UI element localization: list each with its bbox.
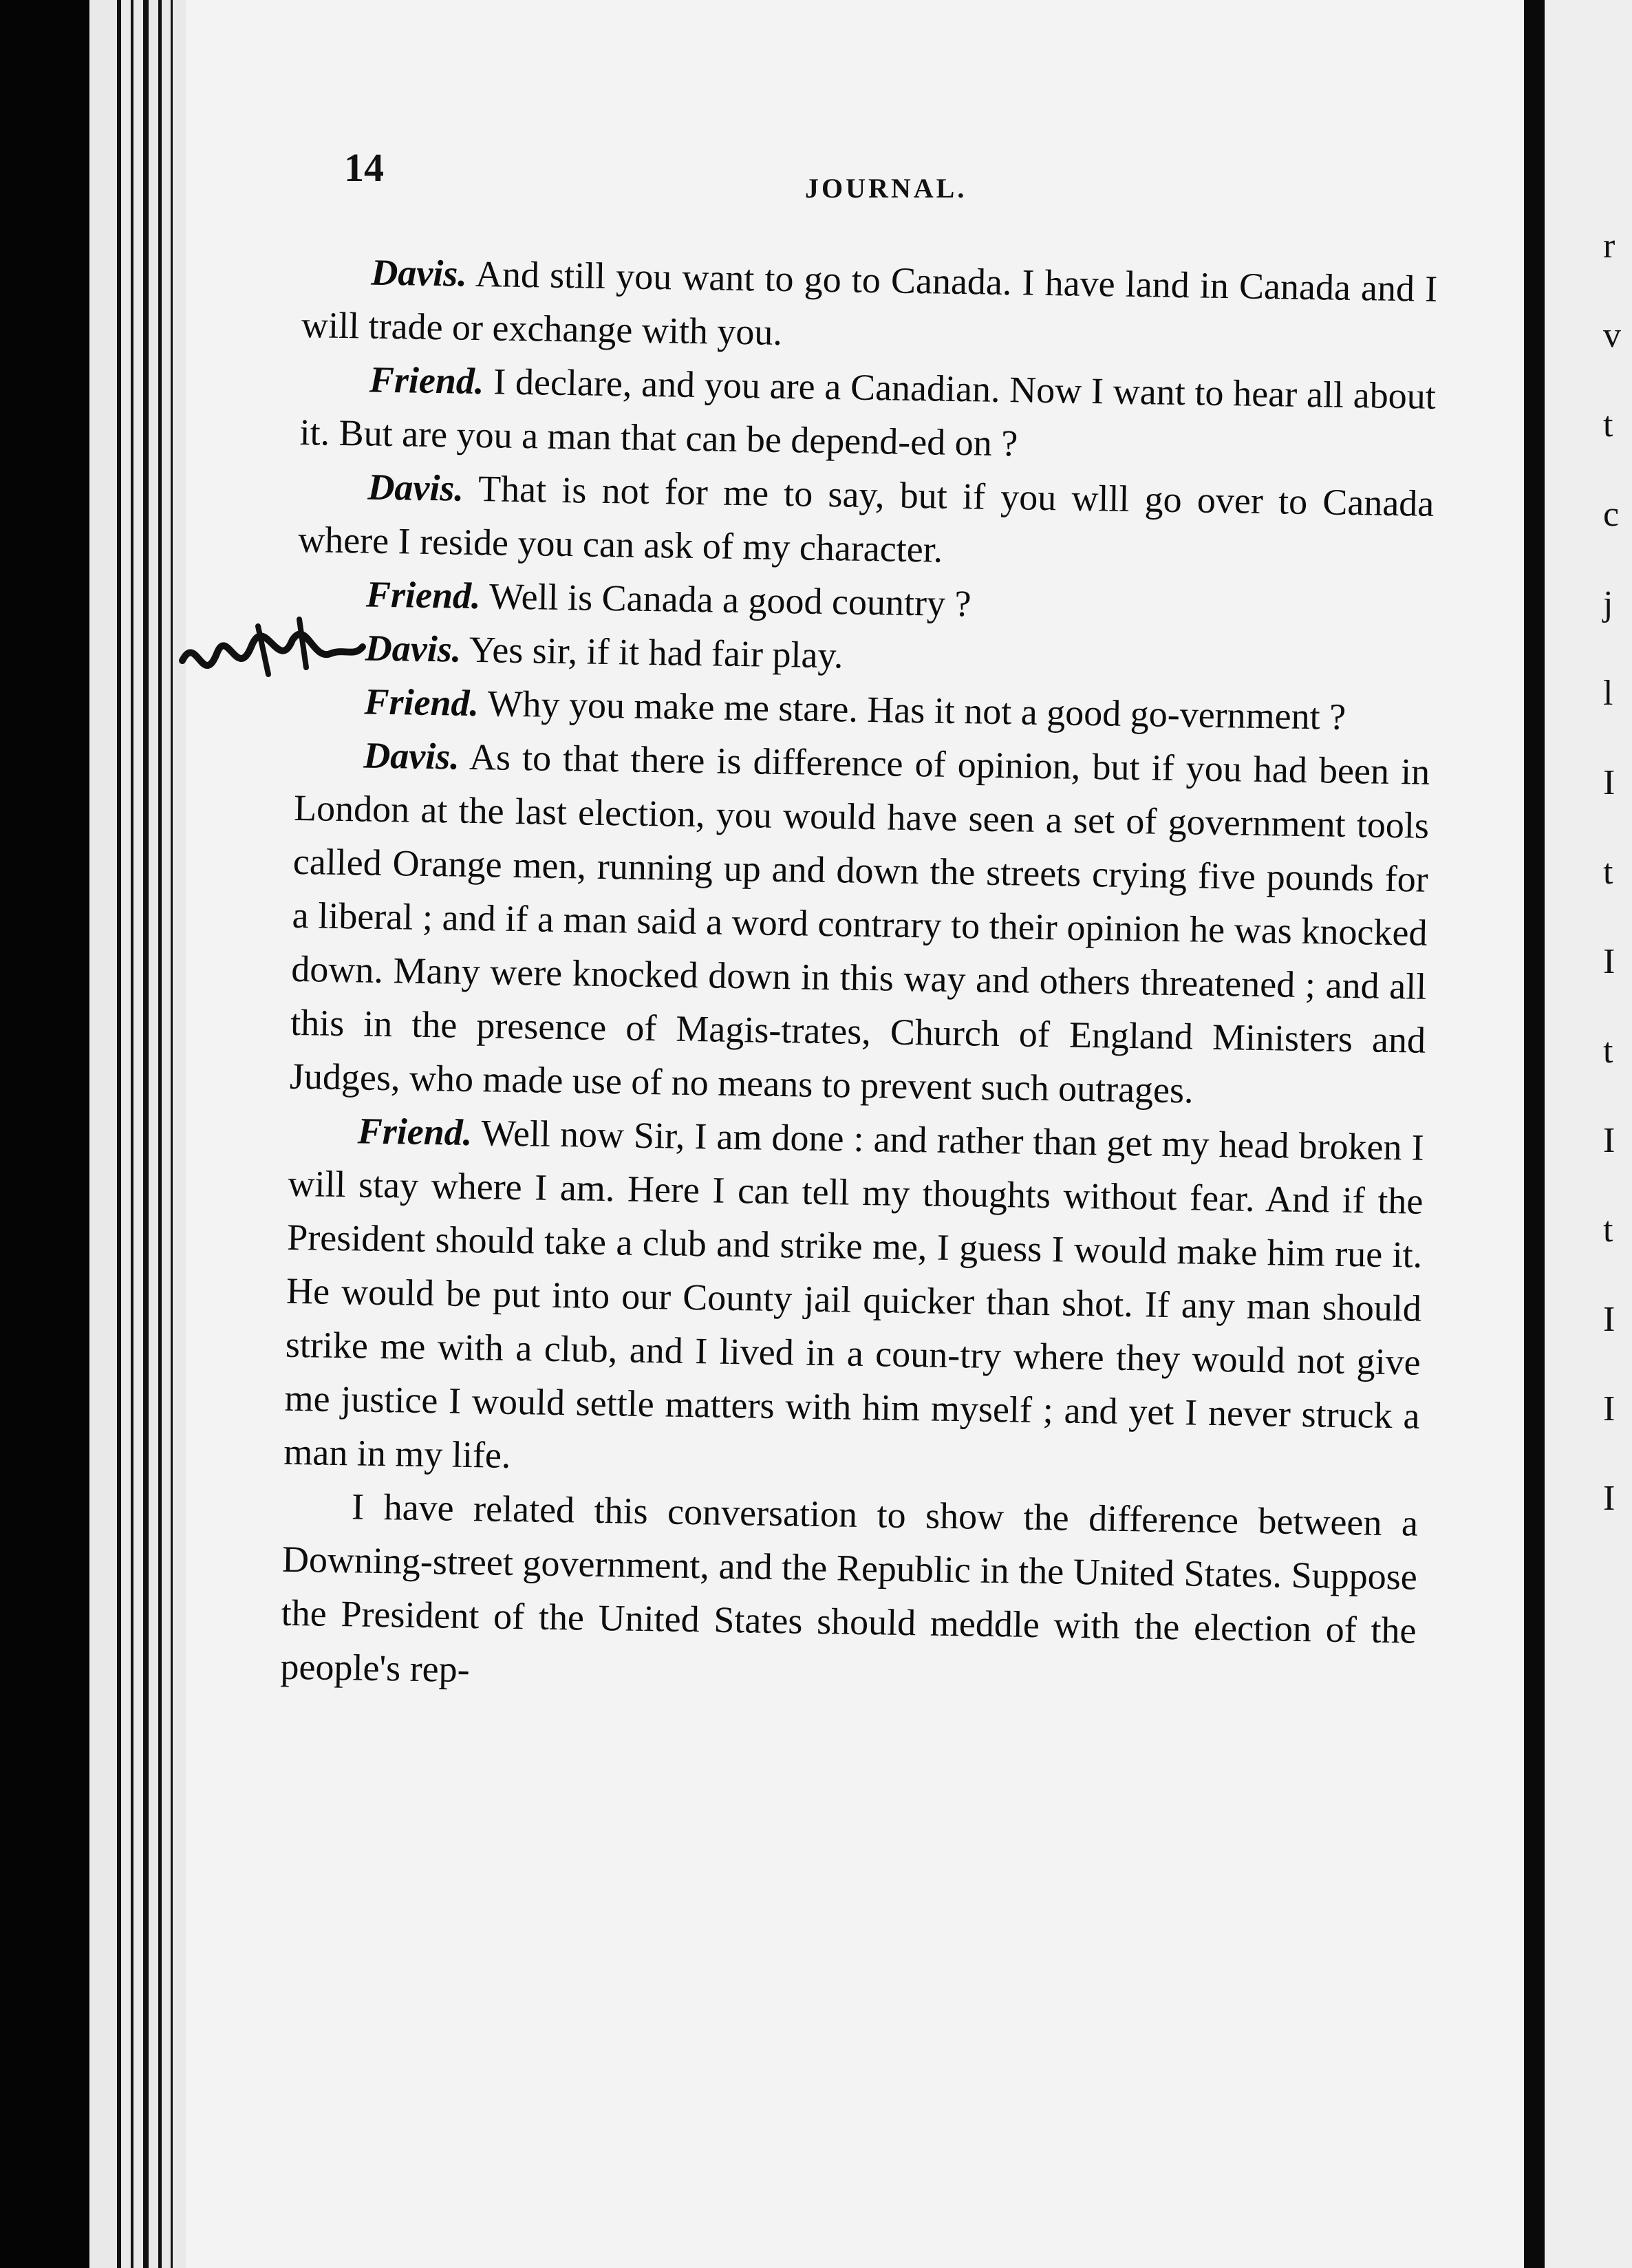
facing-page-letter: I xyxy=(1603,763,1615,802)
binding-line xyxy=(131,0,133,2268)
running-head: JOURNAL. xyxy=(805,173,967,204)
page-number: 14 xyxy=(344,145,384,190)
paragraph-text: I declare, and you are a Canadian. Now I want to hear all about it. But are you a man that can be depend-ed on ? xyxy=(299,361,1437,464)
paragraph-text: That is not for me to say, but if you wlll go over to Canada where I reside you can ask of my character. xyxy=(297,468,1435,570)
facing-page-letter: I xyxy=(1603,1479,1615,1518)
paragraph-text: Well is Canada a good country ? xyxy=(488,575,971,625)
facing-page-letter: I xyxy=(1603,1300,1615,1339)
facing-page-letter: I xyxy=(1603,942,1615,981)
facing-page-letter: l xyxy=(1603,674,1613,713)
body-text xyxy=(280,244,1438,1711)
paragraph-text: Yes sir, if it had fair play. xyxy=(469,628,844,676)
speaker-name: Friend. xyxy=(365,573,482,617)
speaker-name: Friend. xyxy=(364,681,480,725)
facing-page-letter: v xyxy=(1603,316,1621,355)
speaker-name: Davis. xyxy=(370,251,468,295)
speaker-name: Davis. xyxy=(363,734,460,778)
facing-page-letter: j xyxy=(1603,584,1613,623)
facing-page-letter: c xyxy=(1603,495,1620,534)
facing-page-letter: t xyxy=(1603,405,1613,445)
binding-line xyxy=(158,0,162,2268)
facing-page-letter: I xyxy=(1603,1389,1615,1429)
facing-page-letter: r xyxy=(1603,226,1615,266)
dialogue-paragraph xyxy=(301,244,1438,370)
paragraph-text: As to that there is difference of opinion, but if you had been in London at the last election, you would have seen a set of government tools called Orange men, running up and down the streets crying five pounds for a liberal ; and if a man said a word contrary to their opinion he was knocked down. Many were knocked down in this way and others threatened ; and all this in the presence of Magis-trates, Church of England Ministers and Judges, who made use of no means to prevent such outrages. xyxy=(289,736,1430,1111)
narrative-paragraph xyxy=(280,1479,1419,1711)
paragraph-text: Why you make me stare. Has it not a good go-vernment ? xyxy=(487,683,1346,738)
facing-page-letters xyxy=(1603,220,1632,1562)
dialogue-paragraph xyxy=(289,727,1430,1121)
facing-page-letter: I xyxy=(1603,1121,1615,1160)
page-gutter xyxy=(1524,0,1545,2268)
facing-page-letter: t xyxy=(1603,853,1613,892)
binding-line xyxy=(143,0,149,2268)
paragraph-text: I have related this conversation to show the difference between a Downing-street government, and the Republic in the United States. Suppose the President of the United States should meddle with the election of the people's rep- xyxy=(280,1486,1419,1691)
binding-line xyxy=(117,0,121,2268)
paragraph-text: Well now Sir, I am done : and rather than get my head broken I will stay where I am. Here I can tell my thoughts without fear. And if the President should take a club and strike me, I guess I would make him rue it. He would be put into our County jail quicker than shot. If any man should strike me with a club, and I lived in a coun-try where they would not give me justice I would settle matters with him myself ; and yet I never struck a man in my life. xyxy=(283,1112,1425,1476)
dialogue-paragraph xyxy=(283,1103,1424,1497)
speaker-name: Friend. xyxy=(369,359,484,403)
facing-page-letter: t xyxy=(1603,1210,1613,1250)
speaker-name: Friend. xyxy=(357,1110,473,1154)
dialogue-paragraph xyxy=(299,352,1436,477)
speaker-name: Davis. xyxy=(367,466,464,509)
paragraph-text: And still you want to go to Canada. I have land in Canada and I will trade or exchange with you. xyxy=(301,253,1438,353)
book-binding-edge xyxy=(89,0,200,2268)
facing-page-letter: t xyxy=(1603,1031,1613,1071)
speaker-name: Davis. xyxy=(365,627,462,670)
dialogue-paragraph xyxy=(298,459,1435,584)
binding-line xyxy=(171,0,173,2268)
